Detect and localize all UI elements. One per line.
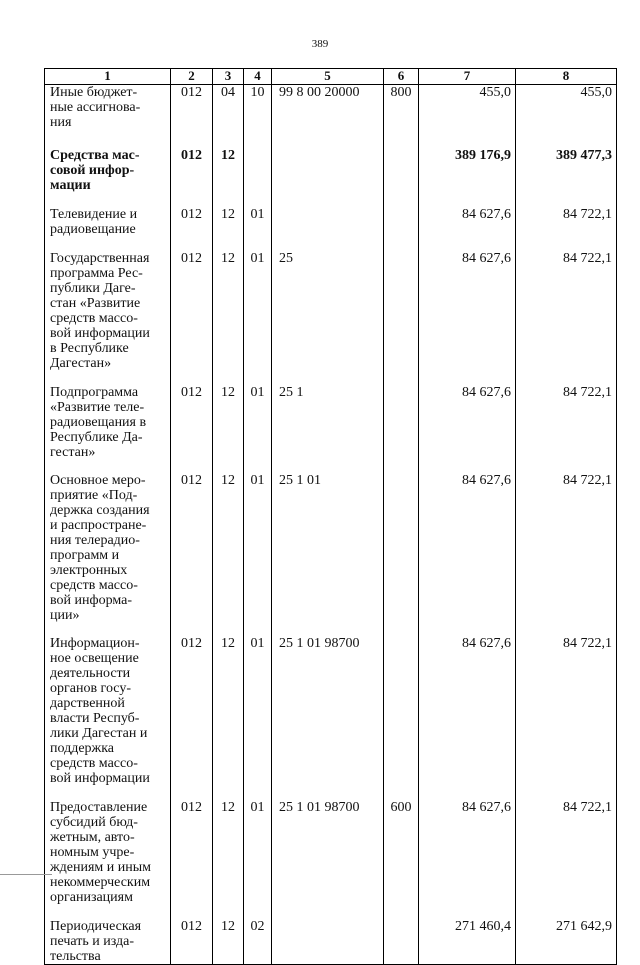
row-target-article — [272, 905, 384, 965]
row-section-code: 12 — [213, 786, 244, 905]
row-target-article: 25 1 01 98700 — [272, 623, 384, 786]
row-section-code: 12 — [213, 623, 244, 786]
row-amount-year1: 271 460,4 — [419, 905, 516, 965]
row-name: Основное меро- приятие «Под- держка создания и распростране- ния телерадио- программ и электронных средств массо- вой информа- ции» — [45, 460, 171, 623]
row-subsection-code: 02 — [244, 905, 272, 965]
table-row — [45, 786, 617, 905]
row-amount-year2: 455,0 — [516, 85, 617, 131]
row-expense-type — [384, 460, 419, 623]
row-expense-type — [384, 905, 419, 965]
row-subsection-code: 01 — [244, 237, 272, 371]
row-amount-year1: 84 627,6 — [419, 786, 516, 905]
row-admin-code: 012 — [171, 905, 213, 965]
column-header: 5 — [272, 69, 384, 85]
row-amount-year1: 389 176,9 — [419, 130, 516, 193]
row-amount-year2: 84 722,1 — [516, 623, 617, 786]
row-subsection-code: 01 — [244, 460, 272, 623]
column-header: 6 — [384, 69, 419, 85]
row-amount-year2: 84 722,1 — [516, 193, 617, 237]
table-row — [45, 237, 617, 371]
page-number: 389 — [311, 38, 329, 50]
row-section-code: 12 — [213, 905, 244, 965]
table-row — [45, 193, 617, 237]
row-amount-year2: 84 722,1 — [516, 460, 617, 623]
row-admin-code: 012 — [171, 193, 213, 237]
column-header: 4 — [244, 69, 272, 85]
table-row — [45, 905, 617, 965]
row-section-code: 12 — [213, 460, 244, 623]
row-amount-year1: 84 627,6 — [419, 460, 516, 623]
column-header: 7 — [419, 69, 516, 85]
scan-edge-mark — [0, 874, 52, 905]
row-name: Средства мас- совой инфор- мации — [45, 130, 171, 193]
row-subsection-code — [244, 130, 272, 193]
row-expense-type: 800 — [384, 85, 419, 131]
row-admin-code: 012 — [171, 371, 213, 460]
row-name: Подпрограмма «Развитие теле- радиовещания в Республике Да- гестан» — [45, 371, 171, 460]
row-target-article: 25 1 — [272, 371, 384, 460]
row-expense-type — [384, 130, 419, 193]
row-name: Телевидение и радиовещание — [45, 193, 171, 237]
row-amount-year2: 271 642,9 — [516, 905, 617, 965]
table-row — [45, 130, 617, 193]
column-header: 8 — [516, 69, 617, 85]
row-expense-type: 600 — [384, 786, 419, 905]
row-subsection-code: 01 — [244, 371, 272, 460]
row-admin-code: 012 — [171, 460, 213, 623]
table-row — [45, 460, 617, 623]
row-amount-year1: 455,0 — [419, 85, 516, 131]
row-expense-type — [384, 237, 419, 371]
row-target-article — [272, 193, 384, 237]
row-admin-code: 012 — [171, 130, 213, 193]
row-name: Информацион- ное освещение деятельности органов госу- дарственной власти Респуб- лики Дагестан и поддержка средств массо- вой информации — [45, 623, 171, 786]
row-section-code: 04 — [213, 85, 244, 131]
row-target-article: 25 — [272, 237, 384, 371]
row-expense-type — [384, 623, 419, 786]
column-header: 2 — [171, 69, 213, 85]
row-amount-year2: 84 722,1 — [516, 786, 617, 905]
row-amount-year1: 84 627,6 — [419, 193, 516, 237]
column-header: 1 — [45, 69, 171, 85]
row-admin-code: 012 — [171, 786, 213, 905]
row-name: Периодическая печать и изда- тельства — [45, 905, 171, 965]
row-amount-year1: 84 627,6 — [419, 371, 516, 460]
row-subsection-code: 01 — [244, 193, 272, 237]
row-amount-year2: 389 477,3 — [516, 130, 617, 193]
row-name: Государственная программа Рес- публики Даге- стан «Развитие средств массо- вой информации в Республике Дагестан» — [45, 237, 171, 371]
column-header: 3 — [213, 69, 244, 85]
row-target-article: 25 1 01 — [272, 460, 384, 623]
row-section-code: 12 — [213, 371, 244, 460]
table-row — [45, 623, 617, 786]
budget-table — [44, 68, 617, 965]
row-name: Иные бюджет- ные ассигнова- ния — [45, 85, 171, 131]
row-subsection-code: 01 — [244, 623, 272, 786]
row-amount-year2: 84 722,1 — [516, 371, 617, 460]
row-subsection-code: 01 — [244, 786, 272, 905]
row-subsection-code: 10 — [244, 85, 272, 131]
row-admin-code: 012 — [171, 85, 213, 131]
row-admin-code: 012 — [171, 623, 213, 786]
row-admin-code: 012 — [171, 237, 213, 371]
row-section-code: 12 — [213, 193, 244, 237]
row-target-article: 99 8 00 20000 — [272, 85, 384, 131]
row-section-code: 12 — [213, 237, 244, 371]
row-section-code: 12 — [213, 130, 244, 193]
row-amount-year1: 84 627,6 — [419, 623, 516, 786]
table-body — [45, 85, 617, 965]
table-header — [45, 69, 617, 85]
row-expense-type — [384, 371, 419, 460]
row-expense-type — [384, 193, 419, 237]
row-amount-year2: 84 722,1 — [516, 237, 617, 371]
table-row — [45, 85, 617, 131]
table-row — [45, 371, 617, 460]
row-name: Предоставление субсидий бюд- жетным, авто- номным учре- ждениям и иным некоммерческим организациям — [45, 786, 171, 905]
row-amount-year1: 84 627,6 — [419, 237, 516, 371]
row-target-article — [272, 130, 384, 193]
row-target-article: 25 1 01 98700 — [272, 786, 384, 905]
